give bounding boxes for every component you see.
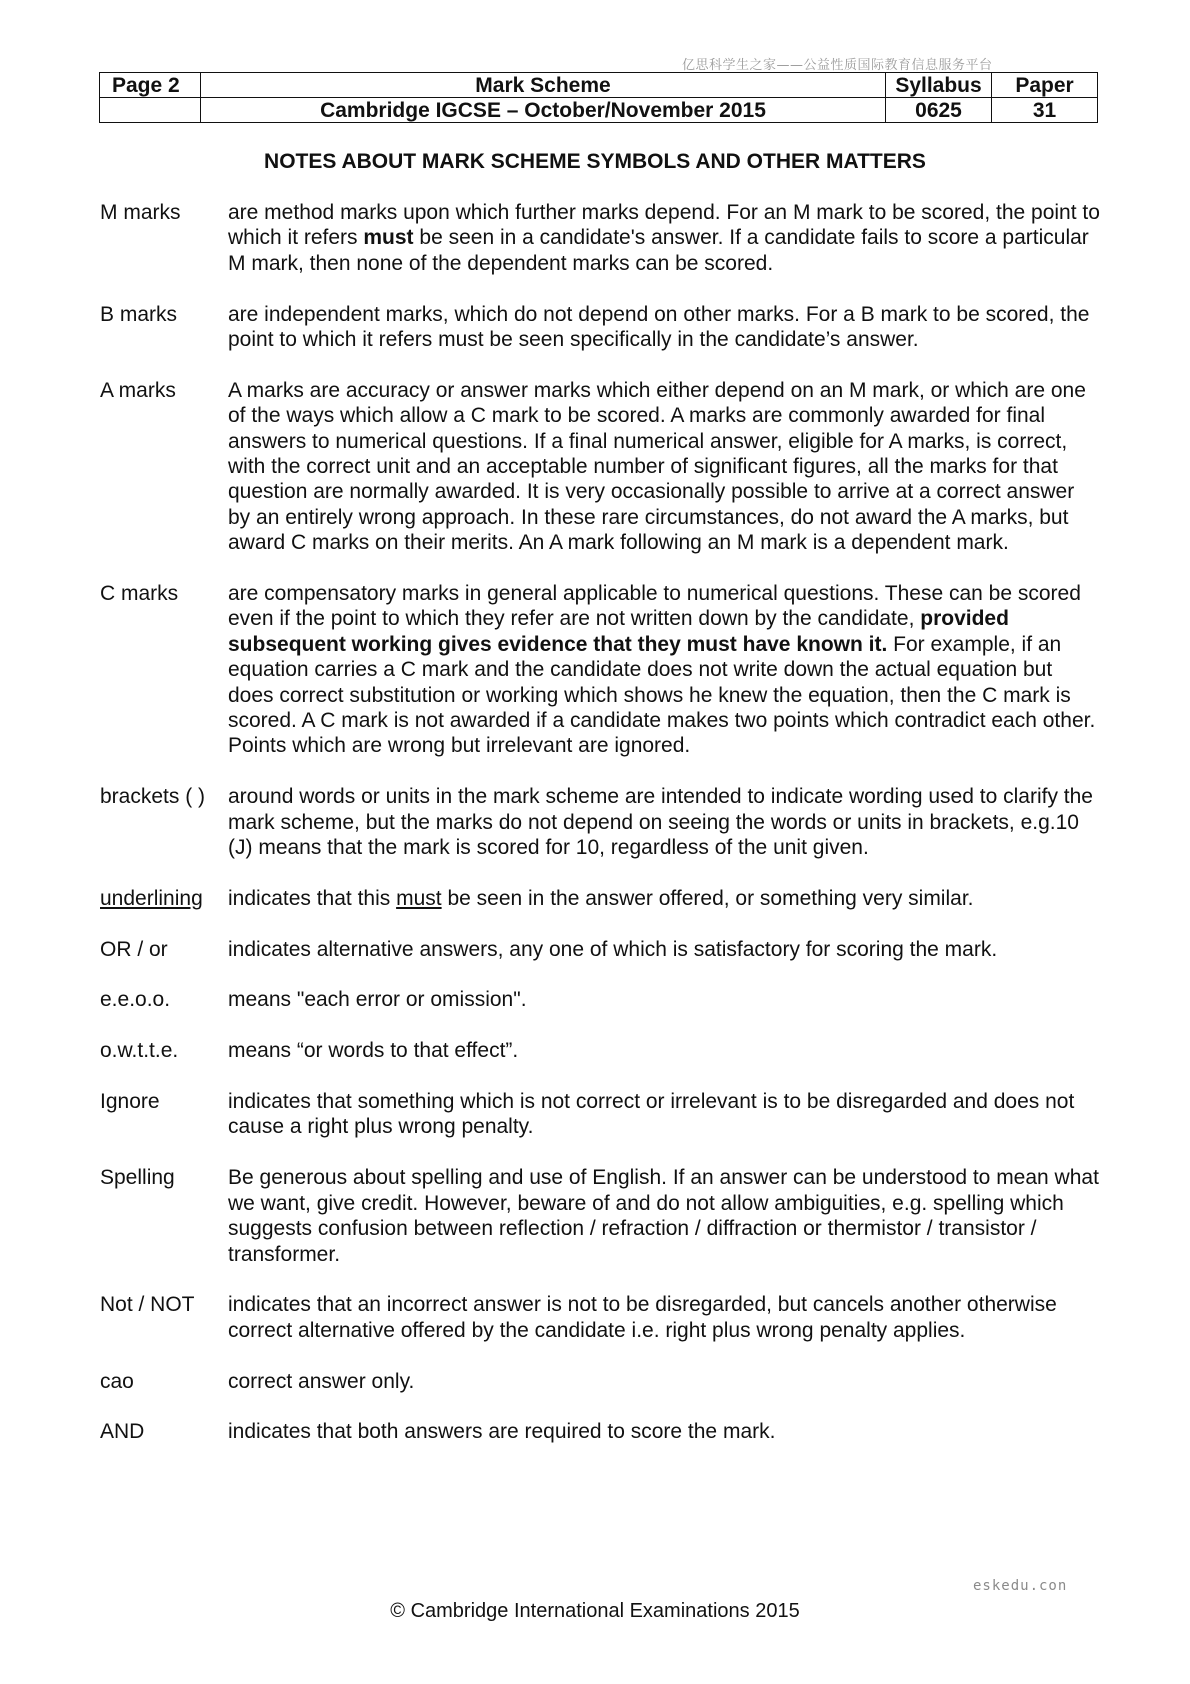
note-term: AND — [100, 1420, 145, 1444]
note-description — [228, 378, 1100, 556]
note-entry — [100, 784, 1100, 860]
note-term: e.e.o.o. — [100, 988, 171, 1012]
note-term: M marks — [100, 201, 181, 224]
note-entry — [100, 302, 1100, 353]
note-entry — [100, 1165, 1100, 1267]
note-description — [228, 1089, 1100, 1140]
watermark-bottom: eskedu.con — [973, 1578, 1068, 1594]
page-title: NOTES ABOUT MARK SCHEME SYMBOLS AND OTHER MATTERS — [264, 150, 926, 173]
note-text: means "each error or omission". — [228, 988, 527, 1012]
header-syllabus: 0625 — [886, 98, 992, 123]
note-entry — [100, 1089, 1100, 1140]
header-empty-cell — [100, 98, 201, 123]
notes-list — [100, 200, 1100, 1470]
note-text: provided subsequent working gives evidence that they must have known it. — [228, 607, 1009, 656]
note-text: indicates that this — [228, 886, 397, 910]
note-term: OR / or — [100, 937, 168, 961]
note-text: A marks are accuracy or answer marks which either depend on an M mark, or which are one of the ways which allow a C mark to be scored. A marks are commonly awarded for final answers to numerical questions. If a final numerical answer, eligible for A marks, is correct, with the correct unit and an acceptable number of significant figures, all the marks for that question are normally awarded. It is very occasionally possible to arrive at a correct answer by an entirely wrong approach. In these rare circumstances, do not award the A marks, but award C marks on their merits. An A mark following an M mark is a dependent mark. — [228, 378, 1086, 555]
note-entry — [100, 1369, 1100, 1394]
note-text: Be generous about spelling and use of English. If an answer can be understood to mean what we want, give credit. However, beware of and do not allow ambiguities, e.g. spelling which suggests confusion between reflection / refraction / diffraction or thermistor / transistor / transformer. — [228, 1166, 1099, 1266]
watermark-top: 亿思科学生之家——公益性质国际教育信息服务平台 — [682, 58, 993, 73]
header-paper-label: Paper — [992, 73, 1098, 98]
note-text: For example, if an equation carries a C mark and the candidate does not write down the actual equation but does correct substitution or working which shows he knew the equation, then the C mark is scored. A C mark is not awarded if a candidate makes two points which contradict each other. Points which are wrong but irrelevant are ignored. — [228, 632, 1096, 758]
note-entry — [100, 1292, 1100, 1343]
note-term: B marks — [100, 302, 178, 326]
note-term: C marks — [100, 582, 179, 606]
header-paper: 31 — [992, 98, 1098, 123]
note-description — [228, 1369, 1100, 1394]
note-text: be seen in the answer offered, or something very similar. — [441, 886, 974, 910]
note-description — [228, 581, 1100, 759]
header-page: Page 2 — [100, 73, 201, 98]
header-mark-scheme: Mark Scheme — [201, 73, 886, 98]
note-text: must — [363, 226, 414, 250]
footer-copyright: © Cambridge International Examinations 2015 — [390, 1600, 800, 1622]
note-term: underlining — [100, 886, 203, 910]
note-text: means “or words to that effect”. — [228, 1039, 519, 1063]
note-description — [228, 200, 1100, 276]
note-entry — [100, 378, 1100, 556]
note-description — [228, 302, 1100, 353]
note-term: Not / NOT — [100, 1293, 195, 1317]
note-description — [228, 886, 1100, 911]
note-term: Ignore — [100, 1090, 160, 1114]
note-text: be seen in a candidate's answer. If a candidate fails to score a particular M mark, then none of the dependent marks can be scored. — [228, 226, 1089, 275]
note-entry — [100, 1419, 1100, 1444]
note-entry — [100, 1038, 1100, 1063]
note-entry — [100, 987, 1100, 1012]
note-entry — [100, 886, 1100, 911]
note-text: correct answer only. — [228, 1369, 415, 1393]
note-term: Spelling — [100, 1166, 175, 1190]
header-exam: Cambridge IGCSE – October/November 2015 — [201, 98, 886, 123]
note-description — [228, 1165, 1100, 1267]
note-text: indicates alternative answers, any one of which is satisfactory for scoring the mark. — [228, 937, 998, 961]
note-term: A marks — [100, 378, 176, 402]
note-entry — [100, 200, 1100, 276]
note-text: are independent marks, which do not depend on other marks. For a B mark to be scored, the point to which it refers must be seen specifically in the candidate’s answer. — [228, 302, 1090, 352]
note-term: o.w.t.t.e. — [100, 1039, 179, 1063]
note-description — [228, 1419, 1100, 1444]
note-term: cao — [100, 1369, 134, 1393]
header-table — [99, 72, 1098, 123]
note-description — [228, 784, 1100, 860]
note-term: brackets ( ) — [100, 785, 206, 809]
note-entry — [100, 937, 1100, 962]
header-syllabus-label: Syllabus — [886, 73, 992, 98]
note-entry — [100, 581, 1100, 759]
note-text: are method marks upon which further marks depend. For an M mark to be scored, the point to which it refers — [228, 201, 1100, 250]
note-description — [228, 937, 1100, 962]
note-text: indicates that an incorrect answer is not to be disregarded, but cancels another otherwise correct alternative offered by the candidate i.e. right plus wrong penalty applies. — [228, 1293, 1057, 1342]
note-text: must — [396, 886, 442, 910]
note-description — [228, 987, 1100, 1012]
note-text: indicates that something which is not correct or irrelevant is to be disregarded and does not cause a right plus wrong penalty. — [228, 1090, 1075, 1139]
note-description — [228, 1292, 1100, 1343]
note-text: around words or units in the mark scheme are intended to indicate wording used to clarify the mark scheme, but the marks do not depend on seeing the words or units in brackets, e.g.10 (J) means that the mark is scored for 10, regardless of the unit given. — [228, 785, 1093, 860]
note-text: indicates that both answers are required to score the mark. — [228, 1420, 776, 1444]
note-text: are compensatory marks in general applicable to numerical questions. These can be scored even if the point to which they refer are not written down by the candidate, — [228, 582, 1081, 631]
note-description — [228, 1038, 1100, 1063]
